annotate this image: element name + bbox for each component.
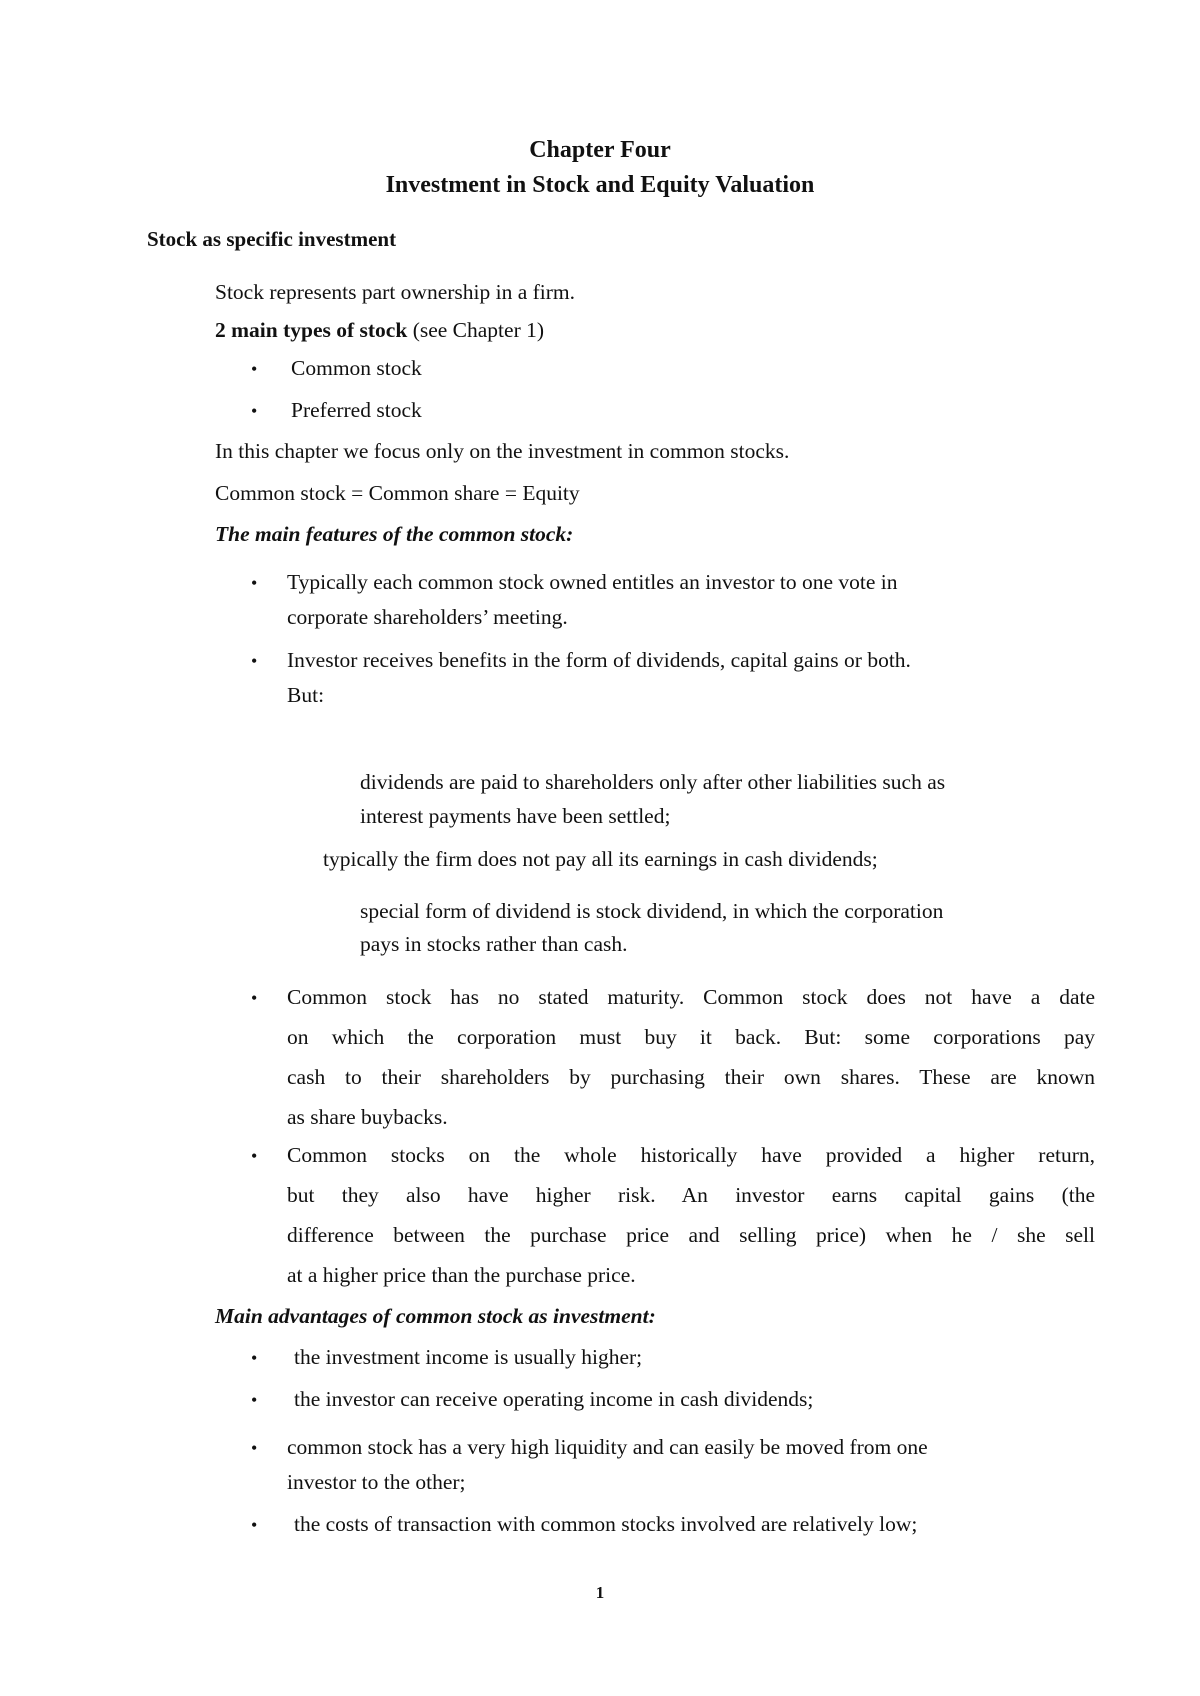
bullet-icon: • xyxy=(251,1146,258,1166)
bullet-icon: • xyxy=(251,1390,258,1410)
bullet-icon: • xyxy=(251,1438,258,1458)
advantage-item: the investor can receive operating income in cash dividends; xyxy=(294,1387,814,1411)
feature-4-line: difference between the purchase price and selling price) when he / she sell xyxy=(287,1223,1095,1247)
intro-sentence: Stock represents part ownership in a firm. xyxy=(215,280,576,304)
advantage-item-line: common stock has a very high liquidity and can easily be moved from one xyxy=(287,1435,928,1459)
feature-4-line: Common stocks on the whole historically have provided a higher return, xyxy=(287,1143,1095,1167)
stock-types-lead-rest: (see Chapter 1) xyxy=(407,318,545,342)
advantage-item-line: investor to the other; xyxy=(287,1470,466,1494)
stock-type-item: Common stock xyxy=(291,356,422,380)
advantage-item: the costs of transaction with common stocks involved are relatively low; xyxy=(294,1512,918,1536)
feature-3-line: on which the corporation must buy it back. But: some corporations pay xyxy=(287,1025,1095,1049)
bullet-icon: • xyxy=(251,359,258,379)
dividend-subpoint-1-line: dividends are paid to shareholders only after other liabilities such as xyxy=(360,770,946,794)
stock-types-lead-bold: 2 main types of stock xyxy=(215,318,408,342)
feature-4-line: but they also have higher risk. An investor earns capital gains (the xyxy=(287,1183,1095,1207)
section-heading: Stock as specific investment xyxy=(147,227,397,251)
chapter-title: Chapter Four xyxy=(529,137,671,163)
feature-3-line: Common stock has no stated maturity. Common stock does not have a date xyxy=(287,985,1095,1009)
bullet-icon: • xyxy=(251,988,258,1008)
feature-4-line: at a higher price than the purchase price. xyxy=(287,1263,636,1287)
stock-type-item: Preferred stock xyxy=(291,398,422,422)
feature-1-line: corporate shareholders’ meeting. xyxy=(287,605,568,629)
dividend-subpoint-1-line: interest payments have been settled; xyxy=(360,804,671,828)
dividend-subpoint-2: typically the firm does not pay all its earnings in cash dividends; xyxy=(323,847,878,871)
advantage-item: the investment income is usually higher; xyxy=(294,1345,643,1369)
feature-1-line: Typically each common stock owned entitles an investor to one vote in xyxy=(287,570,898,594)
dividend-subpoint-3-line: pays in stocks rather than cash. xyxy=(360,932,628,956)
advantages-heading: Main advantages of common stock as investment: xyxy=(215,1304,656,1328)
feature-2-line: Investor receives benefits in the form of dividends, capital gains or both. xyxy=(287,648,911,672)
equivalence-line: Common stock = Common share = Equity xyxy=(215,481,580,505)
stock-types-lead xyxy=(215,317,544,343)
bullet-icon: • xyxy=(251,573,258,593)
bullet-icon: • xyxy=(251,1348,258,1368)
feature-3-line: cash to their shareholders by purchasing their own shares. These are known xyxy=(287,1065,1095,1089)
bullet-icon: • xyxy=(251,401,258,421)
dividend-subpoint-3-line: special form of dividend is stock dividend, in which the corporation xyxy=(360,899,944,923)
chapter-subtitle: Investment in Stock and Equity Valuation xyxy=(385,172,815,198)
focus-sentence: In this chapter we focus only on the investment in common stocks. xyxy=(215,439,790,463)
bullet-icon: • xyxy=(251,651,258,671)
feature-2-line: But: xyxy=(287,683,325,707)
page-number: 1 xyxy=(595,1583,605,1602)
bullet-icon: • xyxy=(251,1515,258,1535)
features-heading: The main features of the common stock: xyxy=(215,522,574,546)
feature-3-line: as share buybacks. xyxy=(287,1105,448,1129)
